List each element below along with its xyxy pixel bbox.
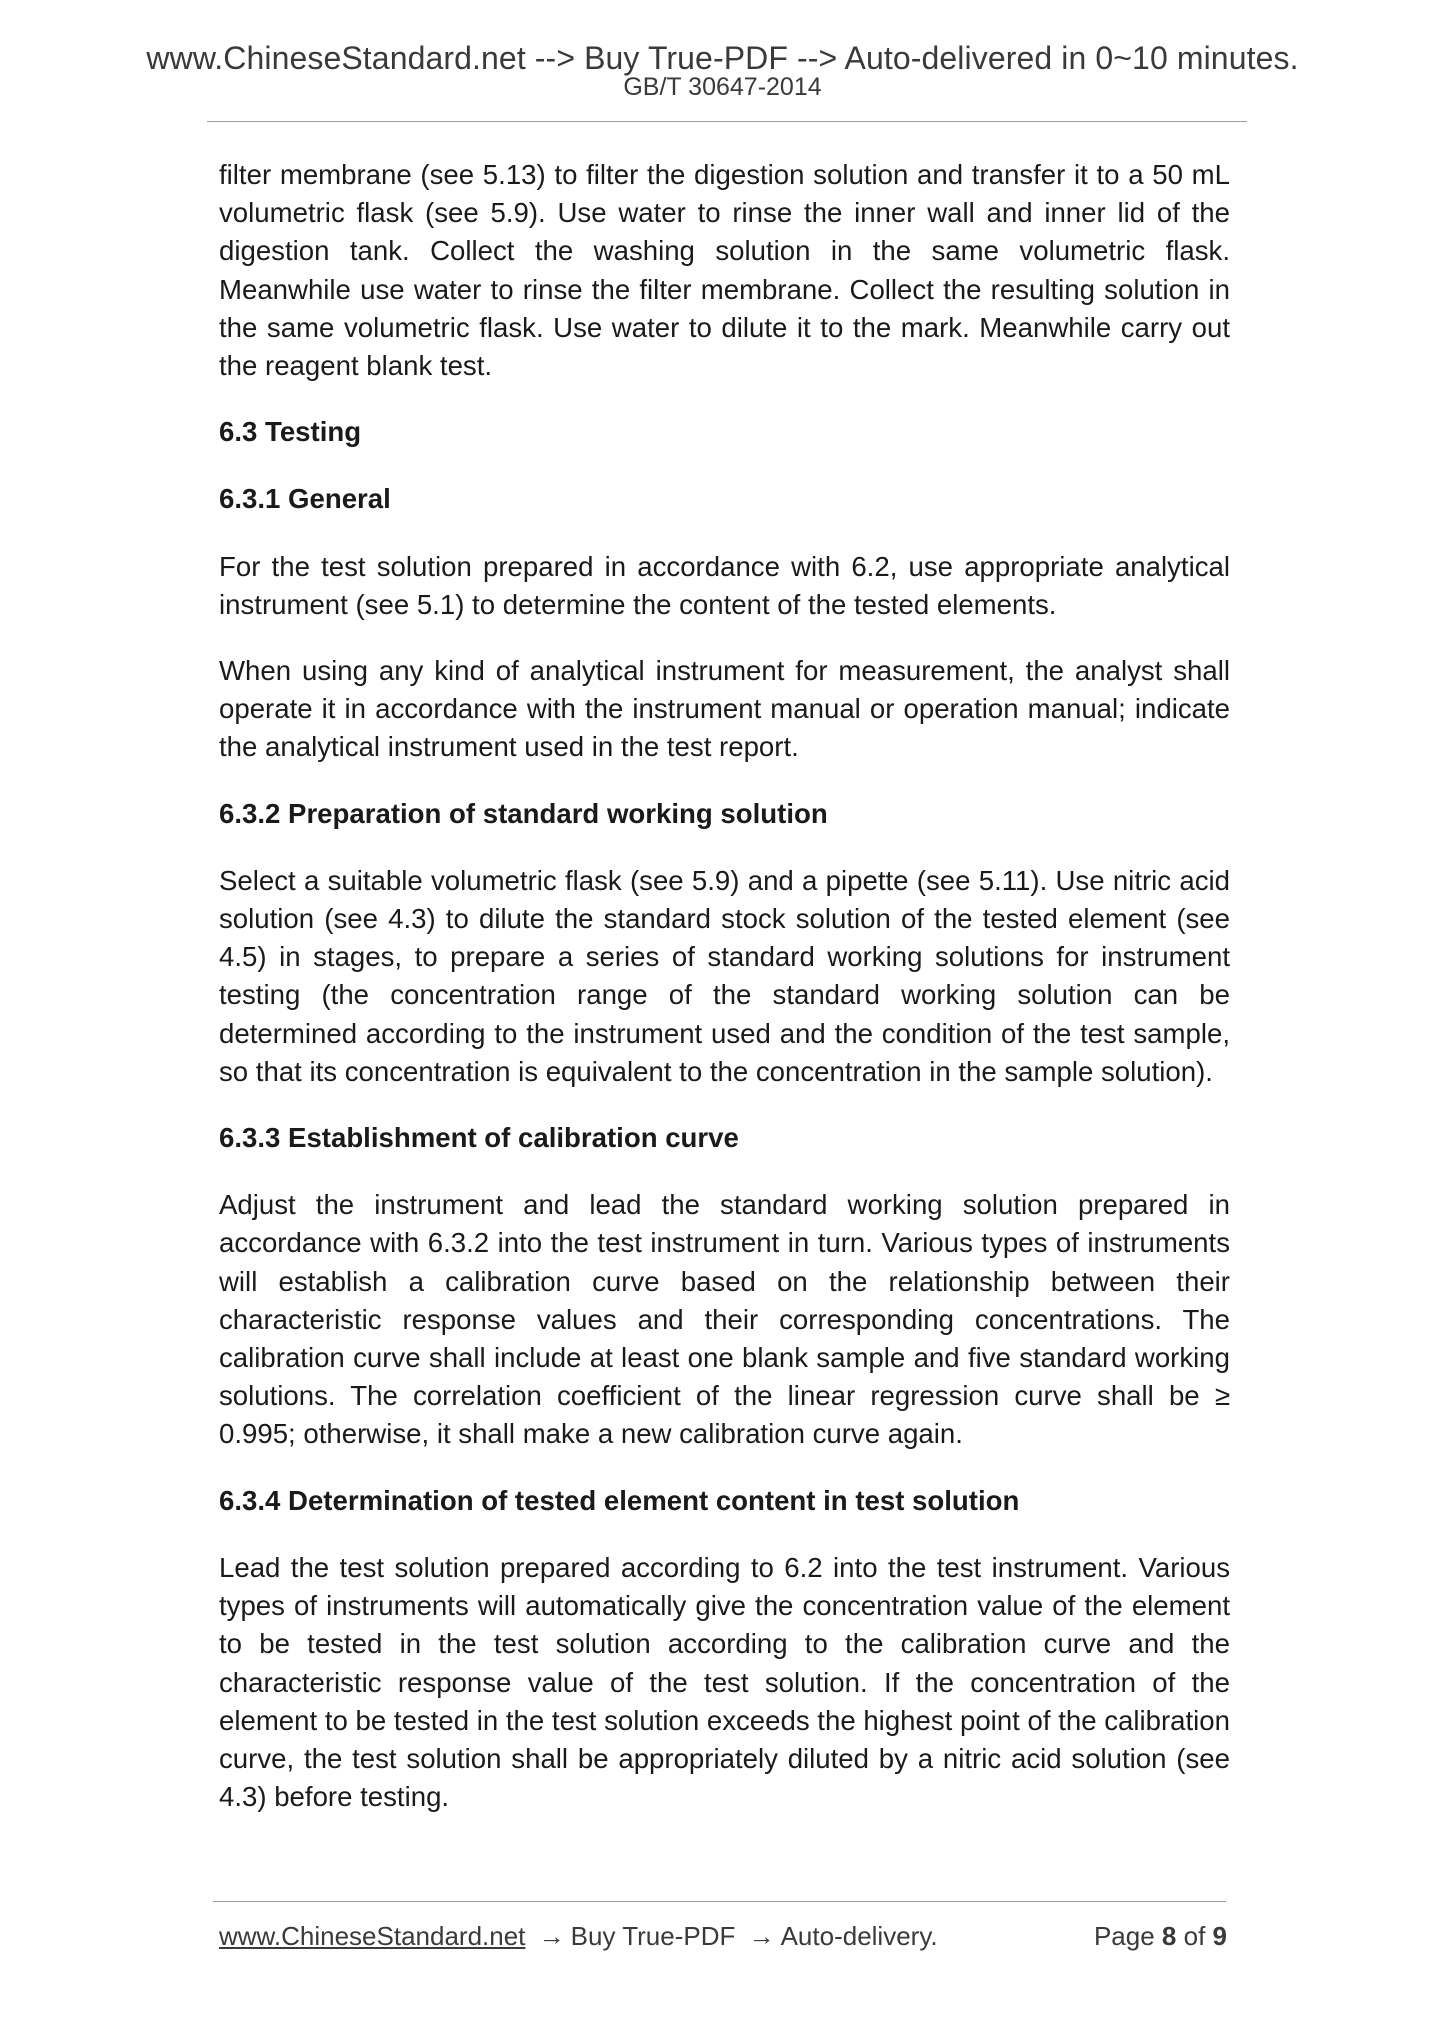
- page-current: 8: [1161, 1921, 1177, 1951]
- header-divider: [207, 121, 1247, 122]
- page-of: of: [1183, 1921, 1206, 1951]
- standard-working-solution-paragraph: Select a suitable volumetric flask (see 5.9) and a pipette (see 5.11). Use nitric acid solution (see 4.3) to dilute the standard stock solution of the tested element (see 4.5) in stages, to prepare a series of standard working solutions for instrument testing (the concentration range of the standard working solution can be determined according to the instrument used and the condition of the test sample, so that its concentration is equivalent to the concentration in the sample solution).: [219, 864, 1230, 1087]
- footer-delivery-text: Auto-delivery.: [780, 1921, 938, 1951]
- standard-number: GB/T 30647-2014: [623, 73, 822, 101]
- determination-paragraph: Lead the test solution prepared according to 6.2 into the test instrument. Various types of instruments will automatically give the concentration value of the element to be tested in the test solution according to the calibration curve and the characteristic response value of the test solution. If the concentration of the element to be tested in the test solution exceeds the highest point of the calibration curve, the test solution shall be appropriately diluted by a nitric acid solution (see 4.3) before testing.: [219, 1551, 1230, 1813]
- page-total: 9: [1212, 1921, 1227, 1951]
- section-heading-6-3-1: 6.3.1 General: [219, 483, 391, 515]
- section-heading-6-3-3: 6.3.3 Establishment of calibration curve: [219, 1122, 739, 1154]
- page-footer: [219, 1919, 1227, 1953]
- footer-divider: [213, 1901, 1226, 1902]
- page-number: [1094, 1919, 1227, 1953]
- page-label: Page: [1093, 1921, 1155, 1951]
- section-heading-6-3-2: 6.3.2 Preparation of standard working solution: [219, 797, 828, 829]
- intro-paragraph: filter membrane (see 5.13) to filter the digestion solution and transfer it to a 50 mL volumetric flask (see 5.9). Use water to rinse the inner wall and inner lid of the digestion tank. Collect the washing solution in the same volumetric flask. Meanwhile use water to rinse the filter membrane. Collect the resulting solution in the same volumetric flask. Use water to dilute it to the mark. Meanwhile carry out the reagent blank test.: [219, 159, 1230, 382]
- general-paragraph-1: For the test solution prepared in accordance with 6.2, use appropriate analytical instrument (see 5.1) to determine the content of the tested elements.: [219, 550, 1230, 620]
- arrow-right-icon: →: [538, 1921, 565, 1951]
- footer-buy-text: Buy True-PDF: [570, 1921, 736, 1951]
- page-content: [219, 156, 1230, 1844]
- general-paragraph-2: When using any kind of analytical instrument for measurement, the analyst shall operate it in accordance with the instrument manual or operation manual; indicate the analytical instrument used in the test report.: [219, 655, 1230, 763]
- section-heading-6-3-4: 6.3.4 Determination of tested element content in test solution: [219, 1484, 1020, 1516]
- arrow-right-icon: →: [748, 1921, 775, 1951]
- footer-site-link[interactable]: www.ChineseStandard.net: [219, 1921, 526, 1951]
- section-heading-6-3: 6.3 Testing: [219, 416, 362, 448]
- calibration-curve-paragraph: Adjust the instrument and lead the standard working solution prepared in accordance with 6.3.2 into the test instrument in turn. Various types of instruments will establish a calibration curve based on the relationship between their characteristic response values and their corresponding concentrations. The calibration curve shall include at least one blank sample and five standard working solutions. The correlation coefficient of the linear regression curve shall be ≥ 0.995; otherwise, it shall make a new calibration curve again.: [219, 1189, 1230, 1450]
- site-banner: www.ChineseStandard.net --> Buy True-PDF --> Auto-delivered in 0~10 minutes.: [146, 40, 1299, 76]
